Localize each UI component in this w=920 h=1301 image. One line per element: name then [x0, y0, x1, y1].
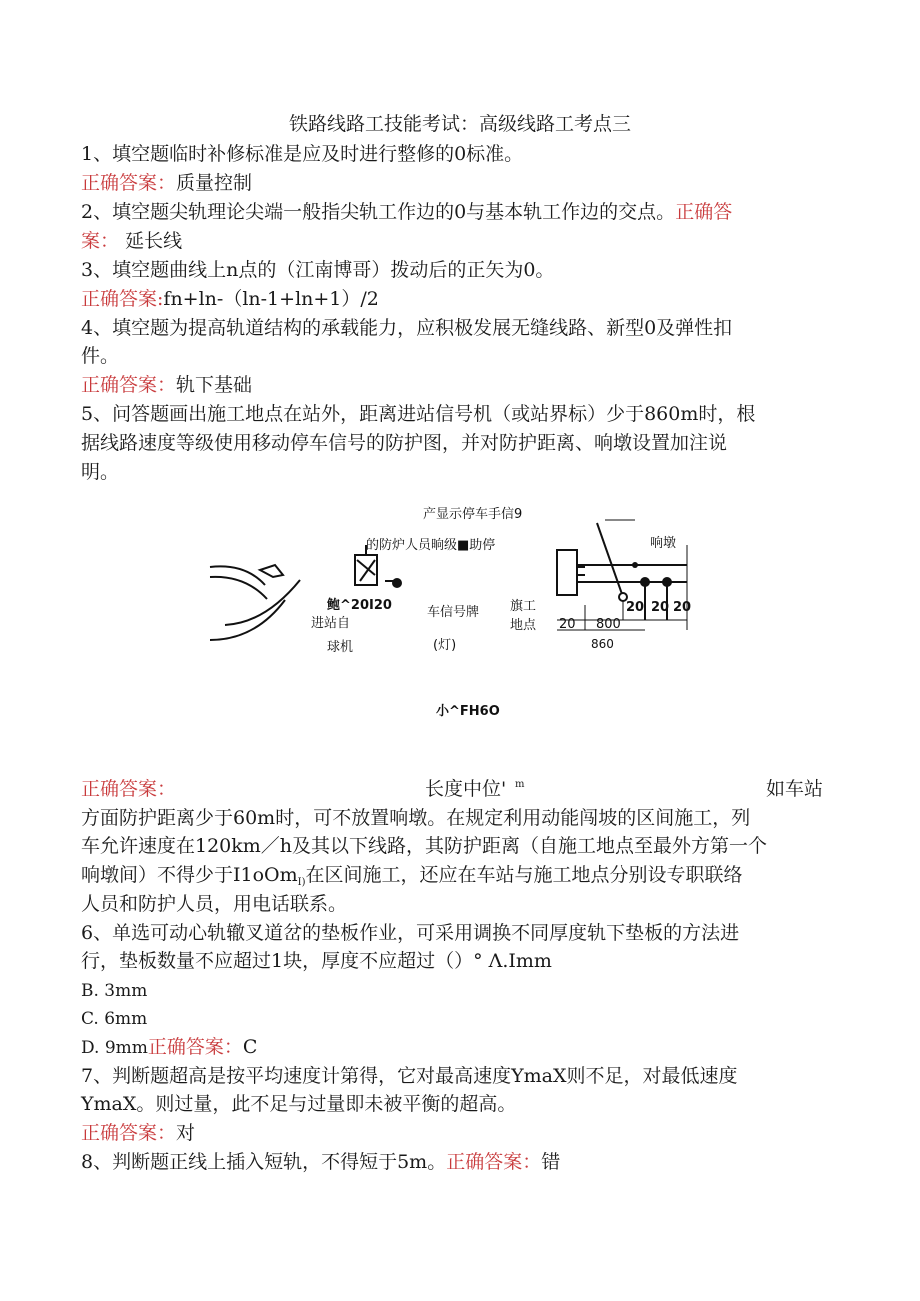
- question-4-line-2: 件。: [81, 345, 120, 367]
- answer-mid: 长度中位': [425, 778, 507, 800]
- question-1: 1、填空题临时补修标准是应及时进行整修的0标准。: [81, 143, 524, 165]
- dim-20d: 20: [559, 617, 576, 632]
- detonator-3: [632, 562, 638, 568]
- answer-label: 正确答案：: [147, 1036, 243, 1058]
- dim-800: 800: [596, 617, 621, 632]
- answer-right: 如车站: [766, 778, 824, 800]
- answer-5-line-2: 方面防护距离少于60m时，可不放置响墩。在规定利用动能闯坡的区间施工，列: [81, 807, 751, 829]
- answer-5-line-5: 人员和防护人员，用电话联系。: [81, 893, 348, 915]
- answer-label: 正确答案：: [446, 1151, 542, 1173]
- question-6-line-1: 6、单选可动心轨辙叉道岔的垫板作业，可采用调换不同厚度轨下垫板的方法进: [81, 922, 740, 944]
- answer-value: 轨下基础: [176, 374, 253, 396]
- answer-5-line-3: 车允许速度在120km／h及其以下线路，其防护距离（自施工地点至最外方第一个: [81, 835, 768, 857]
- answer-label: 案：: [81, 230, 120, 252]
- label-xiangdun: 响墩: [650, 536, 677, 551]
- answer-5-line-1: [81, 777, 831, 801]
- page-title: 铁路线路工技能考试：高级线路工考点三: [288, 113, 631, 135]
- worksite-box: [557, 550, 577, 595]
- option-b: B. 3mm: [81, 981, 148, 1001]
- label-light: (灯): [433, 638, 457, 653]
- answer-value: fn+ln-（ln-1+ln+1）/2: [163, 288, 379, 310]
- answer-value: C: [242, 1036, 258, 1058]
- answer-value: 质量控制: [176, 172, 253, 194]
- label-car-sign: 车信号牌: [427, 605, 480, 620]
- answer-text: 响墩间）不得少于I1oOm: [81, 864, 298, 886]
- question-8: [81, 1150, 560, 1174]
- switch-curve-4: [225, 580, 300, 625]
- answer-value: 延长线: [125, 230, 183, 252]
- signal-dot: [392, 578, 402, 588]
- answer-value: 错: [541, 1151, 561, 1173]
- question-4-line-1: 4、填空题为提高轨道结构的承载能力，应积极发展无缝线路、新型0及弹性扣: [81, 317, 733, 339]
- answer-mid-sup: m: [515, 779, 525, 790]
- question-6-line-2: 行，垫板数量不应超过1块，厚度不应超过（）° Λ.Imm: [81, 950, 552, 972]
- switch-curve-2: [210, 577, 267, 599]
- option-d-answer: [81, 1035, 257, 1060]
- dim-20c: 20: [673, 600, 692, 615]
- answer-label: 正确答案：: [81, 374, 177, 396]
- label-protect-person: 的防炉人员晌级■助停: [366, 538, 496, 553]
- answer-2: [81, 229, 182, 253]
- question-3: 3、填空题曲线上n点的（江南博哥）拨动后的正矢为0。: [81, 259, 555, 281]
- answer-label: 正确答: [675, 201, 733, 223]
- dim-20b: 20: [651, 600, 670, 615]
- label-bao: 鲍^20I20: [327, 598, 392, 613]
- switch-curve-1: [210, 566, 265, 585]
- question-text: 2、填空题尖轨理论尖端一般指尖轨工作边的0与基本轨工作边的交点。: [81, 201, 676, 223]
- question-5-line-1: 5、问答题画出施工地点在站外，距离进站信号机（或站界标）少于860m时，根: [81, 403, 756, 425]
- answer-1: [81, 171, 252, 195]
- question-7-line-2: YmaX。则过量，此不足与过量即未被平衡的超高。: [81, 1093, 517, 1115]
- answer-label: 正确答案：: [81, 1122, 177, 1144]
- dim-20a: 20: [626, 600, 645, 615]
- answer-label: 正确答案：: [81, 778, 177, 800]
- answer-label: 正确答案:: [81, 288, 164, 310]
- answer-subscript: I): [297, 877, 306, 888]
- answer-3: [81, 287, 379, 311]
- question-5-line-2: 据线路速度等级使用移动停车信号的防护图，并对防护距离、响墩设置加注说: [81, 432, 728, 454]
- answer-value: 对: [176, 1122, 196, 1144]
- answer-7: [81, 1121, 195, 1145]
- stop-signal-box: [355, 555, 377, 585]
- switch-curve-5: [260, 565, 283, 577]
- answer-4: [81, 373, 252, 397]
- label-site: 地点: [510, 618, 537, 633]
- answer-5-line-4: [81, 863, 743, 891]
- option-c: C. 6mm: [81, 1009, 148, 1029]
- question-2: [81, 200, 732, 224]
- label-flag: 旗工: [510, 599, 537, 614]
- question-5-line-3: 明。: [81, 461, 120, 483]
- diagonal-wire: [597, 523, 623, 597]
- label-entry: 进站自: [311, 616, 351, 631]
- label-ball: 球机: [327, 640, 354, 655]
- figure-caption: 小^FH6O: [436, 704, 500, 719]
- question-7-line-1: 7、判断题超高是按平均速度计第得，它对最高速度YmaX则不足，对最低速度: [81, 1065, 738, 1087]
- option-d: D. 9mm: [81, 1038, 148, 1058]
- answer-text-2: 在区间施工，还应在车站与施工地点分别设专职联络: [305, 864, 743, 886]
- question-text: 8、判断题正线上插入短轨，不得短于5m。: [81, 1151, 447, 1173]
- label-860: 860: [591, 637, 614, 651]
- label-signal-hand: 产显示停车手信9: [423, 507, 523, 522]
- answer-label: 正确答案：: [81, 172, 177, 194]
